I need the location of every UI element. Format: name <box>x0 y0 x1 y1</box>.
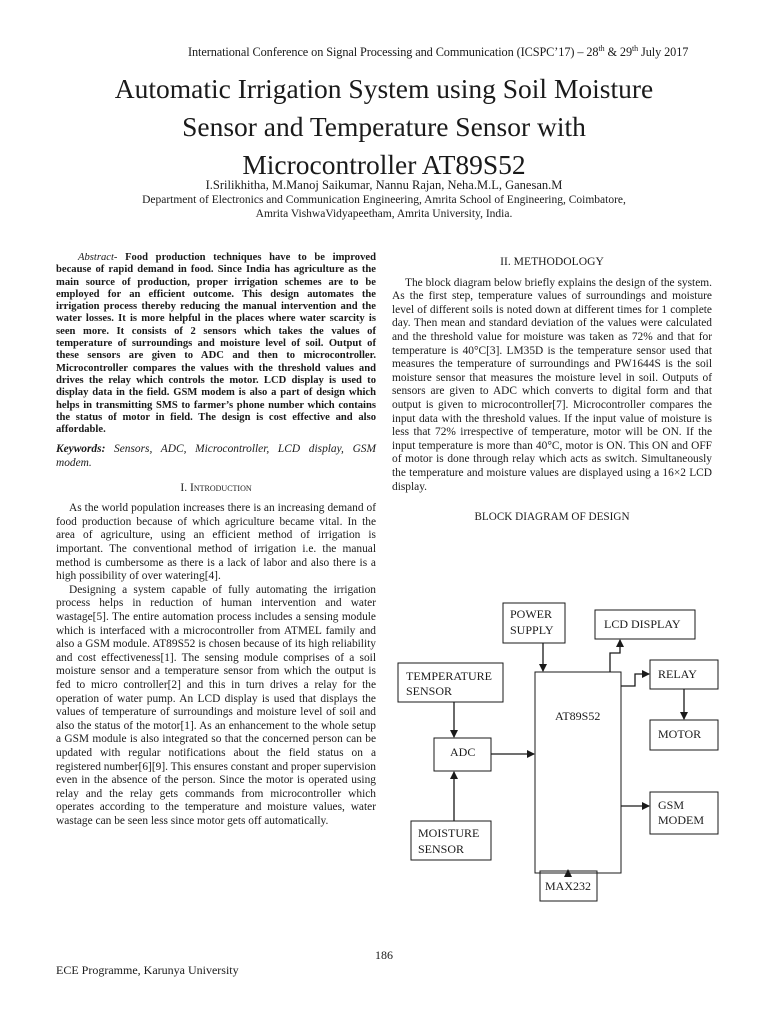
intro-paragraph-2: Designing a system capable of fully automating the irrigation process helps in reduction of human intervention and water wastage[5]. The entire automation process includes a sensing module which is interfaced with a microcontroller from ATMEL family and also a GSM module. AT89S52 is chosen because of its high reliability and cost effectiveness[1]. The sensing module comprises of a soil moisture sensor and a temperature sensor from which the output is fed to micro controller[2] and this in turn drives a relay for the operation of water pump. An LCD display is used that displays the values of temperature of surroundings and moisture level of soil and also the status of the motor[1]. As an enhancement to the whole setup a GSM module is also integrated so that the concerned person can be updated with regular notifications about the field status on a registered number[6][9]. This ensures constant and proper supervision even in the absence of the person. Since the motor is operated using relay and the relay gets commands from microcontroller which operates according to the temperature and moisture values, water wastage can be seen less since motor gets off automatically. <box>56 583 376 827</box>
gsm-modem-label-2: MODEM <box>658 813 705 827</box>
right-column <box>392 255 712 525</box>
mcu-block <box>535 672 621 873</box>
motor-label: MOTOR <box>658 727 702 741</box>
title-line-2: Sensor and Temperature Sensor with <box>182 111 586 142</box>
relay-label: RELAY <box>658 667 697 681</box>
section-heading-methodology: II. METHODOLOGY <box>500 255 604 268</box>
adc-label: ADC <box>450 745 476 759</box>
abstract-label: Abstract- <box>78 252 118 263</box>
abstract-text: Food production techniques have to be improved because of rapid demand in food. Since India has agriculture as the main source of production, proper irrigation schemes are to be employed for an efficient outcome. This design automates the irrigation process thereby reducing the manual intervention and the water losses. It is more helpful in the places where water scarcity is seen more. It consists of 2 sensors which takes the values of temperature of surroundings and moisture level of soil. Output of these sensors are given to ADC and then to microcontroller. Microcontroller compares the values with the threshold values and drives the relay which controls the motor. LCD display is used to display data in the field. GSM modem is also a part of design which helps in transmitting SMS to farmer’s phone number which contains the status of motor in field. The design is cost effective and also affordable. <box>56 252 376 436</box>
keywords-label: Keywords: <box>56 443 106 456</box>
diagram-title: BLOCK DIAGRAM OF DESIGN <box>474 511 630 524</box>
methodology-paragraph: The block diagram below briefly explains the design of the system. As the first step, temperature values of surroundings and moisture level of different soils is noted down at different times for 1 complete day. Then mean and standard deviation of the values were calculated and the threshold value for moisture was taken as 72% and that for temperature is 40°C[3]. LM35D is the temperature sensor used that measures the temperature of surroundings and PW1644S is the soil moisture sensor that measures the moisture level in soil. Outputs of sensors are given to ADC which converts to digital form and that output is given to microcontroller[7]. Microcontroller compares the input data with the threshold values. If the input value of moisture is less that 72% irrespective of temperature, motor will be ON. If the input temperature is more than 40°C, motor is ON. This ON and OFF of motor is done through relay which acts as switch. Simultaneously the temperature and moisture values are displayed using a 16×2 LCD display. <box>392 276 712 493</box>
page-number: 186 <box>375 948 393 962</box>
affiliation: Department of Electronics and Communication Engineering, Amrita School of Engineering, Coimbatore, Amrita VishwaVidyapeetham, Amrita University, India. <box>142 194 626 220</box>
page-footer: ECE Programme, Karunya University <box>56 963 239 977</box>
keywords-text: Sensors, ADC, Microcontroller, LCD display, GSM modem. <box>56 443 376 470</box>
moisture-sensor-label-1: MOISTURE <box>418 826 480 840</box>
paper-title <box>40 70 728 184</box>
arrow-mcu-to-relay <box>621 674 649 686</box>
mcu-label: AT89S52 <box>555 709 601 723</box>
lcd-display-label: LCD DISPLAY <box>604 617 681 631</box>
title-line-3: Microcontroller AT89S52 <box>242 149 526 180</box>
abstract <box>56 252 376 436</box>
keywords <box>56 443 376 470</box>
intro-paragraph-1: As the world population increases there is an increasing demand of food production because of which agriculture became vital. In the area of agriculture, using an efficient method of irrigation is important. The conventional method of irrigation i.e. the manual method is cumbersome as there is a lack of labor and also there is a high possibility of over watering[4]. <box>56 502 376 583</box>
temperature-sensor-label-1: TEMPERATURE <box>406 669 493 683</box>
power-supply-label-1: POWER <box>510 607 552 621</box>
temperature-sensor-label-2: SENSOR <box>406 684 453 698</box>
left-column <box>56 252 376 828</box>
max232-label: MAX232 <box>545 879 592 893</box>
moisture-sensor-label-2: SENSOR <box>418 842 465 856</box>
author-list: I.Srilikhitha, M.Manoj Saikumar, Nannu Rajan, Neha.M.L, Ganesan.M <box>205 178 563 192</box>
block-diagram <box>392 596 722 906</box>
title-line-1: Automatic Irrigation System using Soil Moisture <box>114 73 654 104</box>
power-supply-label-2: SUPPLY <box>510 623 554 637</box>
section-heading-introduction: I. Introduction <box>180 480 252 494</box>
arrow-mcu-to-lcd <box>610 640 620 672</box>
conference-header: International Conference on Signal Processing and Communication (ICSPC’17) – 28th & 29th July 2017 <box>188 44 689 60</box>
gsm-modem-label-1: GSM <box>658 798 685 812</box>
